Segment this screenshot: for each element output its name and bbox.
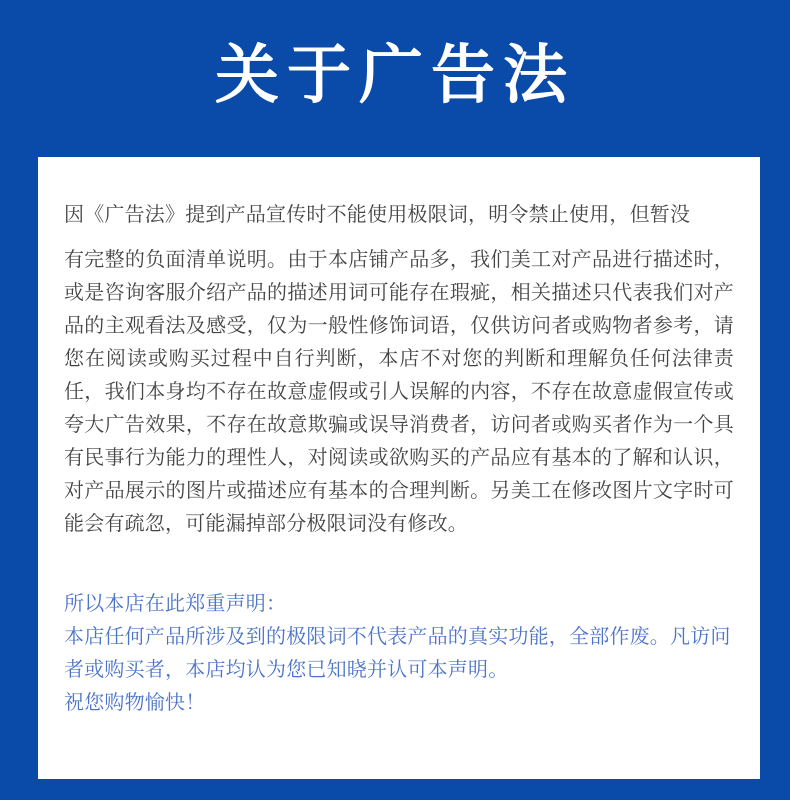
intro-paragraph: 因《广告法》提到产品宣传时不能使用极限词，明令禁止使用，但暂没	[64, 202, 691, 226]
statement-line-2: 本店任何产品所涉及到的极限词不代表产品的真实功能，全部作废。凡访问者或购买者，本店均认为您已知晓并认可本声明。	[64, 624, 731, 681]
statement-block	[64, 587, 734, 719]
header-band	[0, 0, 790, 158]
statement-line-1: 所以本店在此郑重声明：	[64, 591, 287, 615]
page-title: 关于广告法	[215, 39, 575, 113]
statement-line-3: 祝您购物愉快！	[64, 690, 206, 714]
body-paragraph: 有完整的负面清单说明。由于本店铺产品多，我们美工对产品进行描述时，或是咨询客服介绍产品的描述用词可能存在瑕疵，相关描述只代表我们对产品的主观看法及感受，仅为一般性修饰词语，仅供访问者或购物者参考，请您在阅读或购买过程中自行判断，本店不对您的判断和理解负任何法律责任，我们本身均不存在故意虚假或引人误解的内容，不存在故意虚假宣传或夸大广告效果，不存在故意欺骗或误导消费者，访问者或购买者作为一个具有民事行为能力的理性人，对阅读或欲购买的产品应有基本的了解和认识，对产品展示的图片或描述应有基本的合理判断。另美工在修改图片文字时可能会有疏忽，可能漏掉部分极限词没有修改。	[64, 247, 734, 535]
notice-panel	[38, 157, 760, 779]
